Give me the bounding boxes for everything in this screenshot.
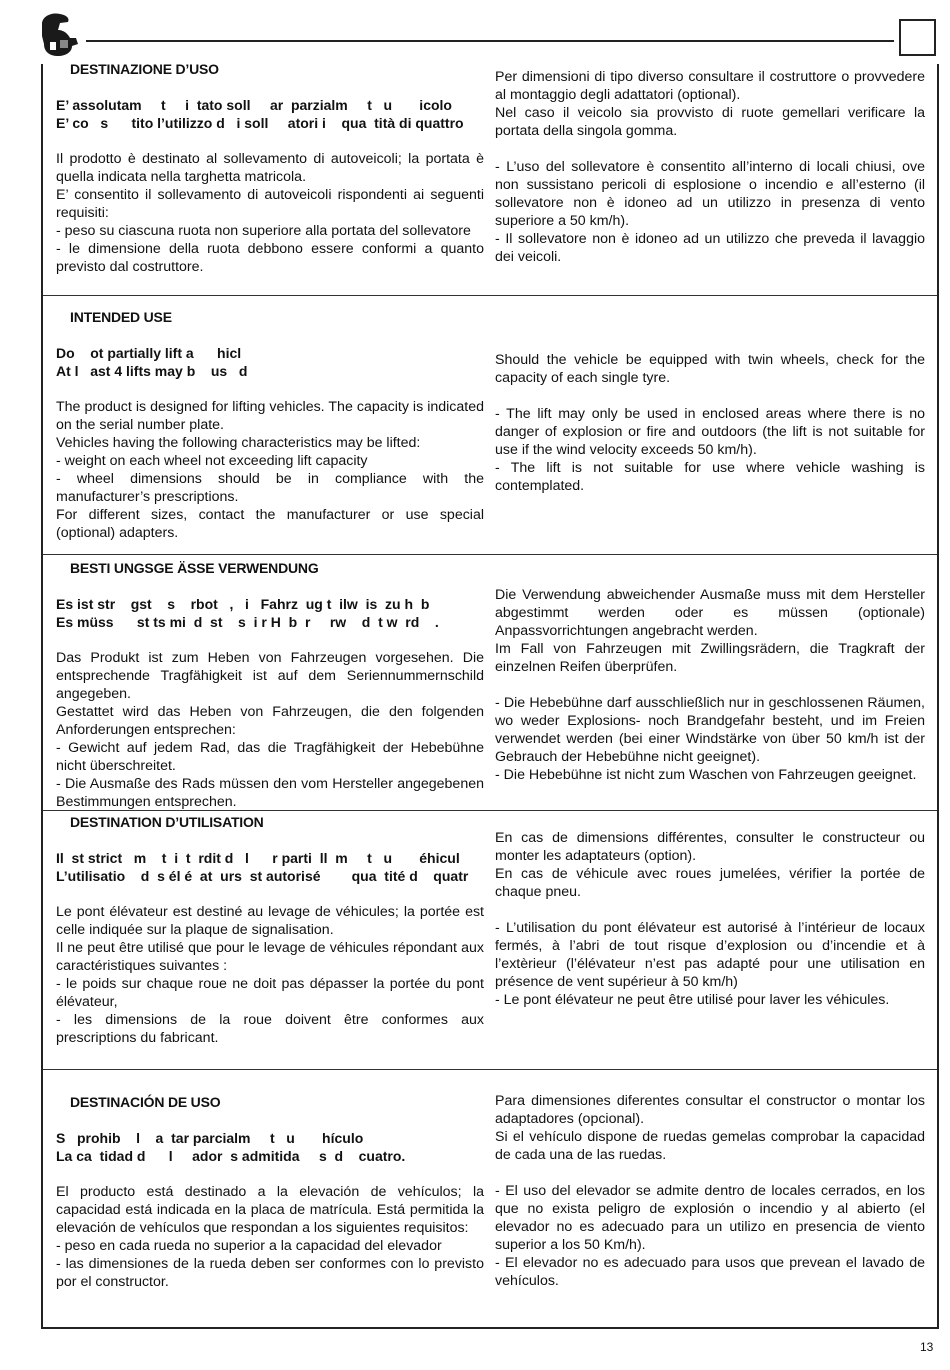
body-paragraph: - peso su ciascuna ruota non superiore alla portata del sollevatore [56,223,471,239]
manufacturer-logo-icon [38,10,80,58]
body-paragraph: - Il sollevatore non è idoneo ad un utilizzo che preveda il lavaggio dei veicoli. [495,231,925,265]
section-german [43,554,937,810]
body-paragraph: - wheel dimensions should be in compliance with the manufacturer’s prescriptions. [56,471,484,505]
section-heading: DESTINAZIONE D’USO [70,61,219,77]
header-corner-box [899,19,936,56]
body-paragraph: - Gewicht auf jedem Rad, das die Tragfähigkeit der Hebebühne nicht überschreitet. [56,740,484,774]
warning-line: E’ co s tito l’utilizzo d i soll atori i qua tità di quattro [56,115,464,131]
body-paragraph: Im Fall von Fahrzeugen mit Zwillingsrädern, die Tragkraft der einzelnen Reifen überprüfen. [495,641,925,675]
body-paragraph: Das Produkt ist zum Heben von Fahrzeugen vorgesehen. Die entsprechende Tragfähigkeit ist auf dem Seriennummernschild angegeben. [56,650,484,702]
body-paragraph: Il prodotto è destinato al sollevamento di autoveicoli; la portata è quella indicata nella targhetta matricola. [56,151,484,185]
section-right-column [495,1092,925,1290]
section-right-column [495,586,925,784]
body-paragraph: Die Verwendung abweichender Ausmaße muss mit dem Hersteller abgestimmt werden oder es müssen (optionale) Anpassvorrichtungen angebracht werden. [495,587,925,639]
section-english [43,295,937,554]
warning-line: Es ist str gst s rbot , i Fahrz ug t ilw is zu h b [56,596,430,612]
body-paragraph: En cas de véhicule avec roues jumelées, vérifier la portée de chaque pneu. [495,866,925,900]
body-paragraph: - Die Hebebühne ist nicht zum Waschen von Fahrzeugen geeignet. [495,767,917,783]
body-paragraph: El producto está destinado a la elevación de vehículos; la capacidad está indicada en la placa de matrícula. Está permitida la elevación de vehículos que respondan a los siguientes requisitos: [56,1184,484,1236]
page-number: 13 [920,1340,934,1354]
section-left-column [56,559,484,811]
warning-line: S prohib l a tar parcialm t u hículo [56,1130,364,1146]
body-paragraph: Il ne peut être utilisé que pour le levage de véhicules répondant aux caractéristiques suivantes : [56,940,484,974]
body-paragraph: - The lift may only be used in enclosed areas where there is no danger of explosion or fire and outdoors (the lift is not suitable for use if the wind velocity exceeds 50 km/h). [495,406,925,458]
body-paragraph: - las dimensiones de la rueda deben ser conformes con lo previsto por el constructor. [56,1256,484,1290]
body-paragraph: - The lift is not suitable for use where vehicle washing is contemplated. [495,460,925,494]
header-rule [86,40,894,42]
body-paragraph: - L’utilisation du pont élévateur est autorisé à l’intérieur de locaux fermés, à l’abri de tout risque d’explosion ou d’incendie et à l’extèrieur (l’élévateur n’est pas adapté pour une utilisation en présence de vent supérieur à 50 km/h) [495,920,925,990]
section-right-column [495,829,925,1009]
body-paragraph: En cas de dimensions différentes, consulter le constructeur ou monter les adaptateurs (option). [495,830,925,864]
body-paragraph: - peso en cada rueda no superior a la capacidad del elevador [56,1238,442,1254]
body-paragraph: Nel caso il veicolo sia provvisto di ruote gemellari verificare la portata della singola gomma. [495,105,925,139]
body-paragraph: The product is designed for lifting vehicles. The capacity is indicated on the serial number plate. [56,399,484,433]
section-spanish [43,1069,937,1327]
body-paragraph: - L’uso del sollevatore è consentito all’interno di locali chiusi, ove non sussistano pericoli di esplosione o incendio e all’esterno (il sollevatore non è idoneo ad un utilizzo in presenza di vento superiore a 50 km/h). [495,159,925,229]
warning-line: La ca tidad d l ador s admitida s d cuatro. [56,1148,406,1164]
body-paragraph: - Die Hebebühne darf ausschließlich nur in geschlossenen Räumen, wo weder Explosions- noch Brandgefahr besteht, und im Freien verwendet werden (bei einer Windstärke von über 50 km/h ist der Gebrauch der Hebebühne nicht geeignet). [495,695,925,765]
section-heading: DESTINATION D’UTILISATION [70,814,264,830]
section-heading: DESTINACIÓN DE USO [70,1094,221,1110]
section-italian [43,61,937,295]
body-paragraph: Vehicles having the following characteristics may be lifted: [56,435,421,451]
body-paragraph: Le pont élévateur est destiné au levage de véhicules; la portée est celle indiquée sur la plaque de signalisation. [56,904,484,938]
body-paragraph: Per dimensioni di tipo diverso consultare il costruttore o provvedere al montaggio degli adattatori (optional). [495,69,925,103]
body-paragraph: - El uso del elevador se admite dentro de locales cerrados, en los que no exista peligro de explosión o incendio y al abierto (el elevador no es adecuado para un utilizo en presencia de viento superior a los 50 Km/h). [495,1183,925,1253]
section-left-column [56,308,484,542]
section-right-column [495,68,925,266]
body-paragraph: - Die Ausmaße des Rads müssen den vom Hersteller angegebenen Bestimmungen entsprechen. [56,776,484,810]
body-paragraph: - le dimensione della ruota debbono essere conformi a quanto previsto dal costruttore. [56,241,484,275]
body-paragraph: For different sizes, contact the manufacturer or use special (optional) adapters. [56,507,484,541]
warning-line: Do ot partially lift a hicl [56,345,242,361]
body-paragraph: Gestattet wird das Heben von Fahrzeugen, die den folgenden Anforderungen entsprechen: [56,704,484,738]
body-paragraph: - le poids sur chaque roue ne doit pas dépasser la portée du pont élévateur, [56,976,484,1010]
warning-line: Il st strict m t i t rdit d l r parti ll m t u éhicul [56,850,460,866]
warning-line: L’utilisatio d s él é at urs st autorisé qua tité d quatr [56,868,469,884]
section-left-column [56,60,484,276]
content-frame [41,61,939,1329]
section-left-column [56,1093,484,1291]
body-paragraph: - El elevador no es adecuado para usos que prevean el lavado de vehículos. [495,1255,925,1289]
body-paragraph: E’ consentito il sollevamento di autoveicoli rispondenti ai seguenti requisiti: [56,187,484,221]
body-paragraph: Para dimensiones diferentes consultar el constructor o montar los adaptadores (opcional). [495,1093,925,1127]
section-french [43,810,937,1069]
section-heading: INTENDED USE [70,309,172,325]
section-heading: BESTI UNGSGE ÄSSE VERWENDUNG [70,560,319,576]
body-paragraph: - weight on each wheel not exceeding lift capacity [56,453,368,469]
section-right-column [495,351,925,495]
body-paragraph: - Le pont élévateur ne peut être utilisé pour laver les véhicules. [495,992,890,1008]
warning-line: E’ assolutam t i tato soll ar parzialm t u icolo [56,97,452,113]
warning-line: At l ast 4 lifts may b us d [56,363,248,379]
warning-line: Es müss st ts mi d st s i r H b r rw d t w rd . [56,614,439,630]
section-left-column [56,813,484,1047]
body-paragraph: Si el vehículo dispone de ruedas gemelas comprobar la capacidad de cada una de las ruedas. [495,1129,925,1163]
body-paragraph: Should the vehicle be equipped with twin wheels, check for the capacity of each single tyre. [495,352,925,386]
body-paragraph: - les dimensions de la roue doivent être conformes aux prescriptions du fabricant. [56,1012,484,1046]
